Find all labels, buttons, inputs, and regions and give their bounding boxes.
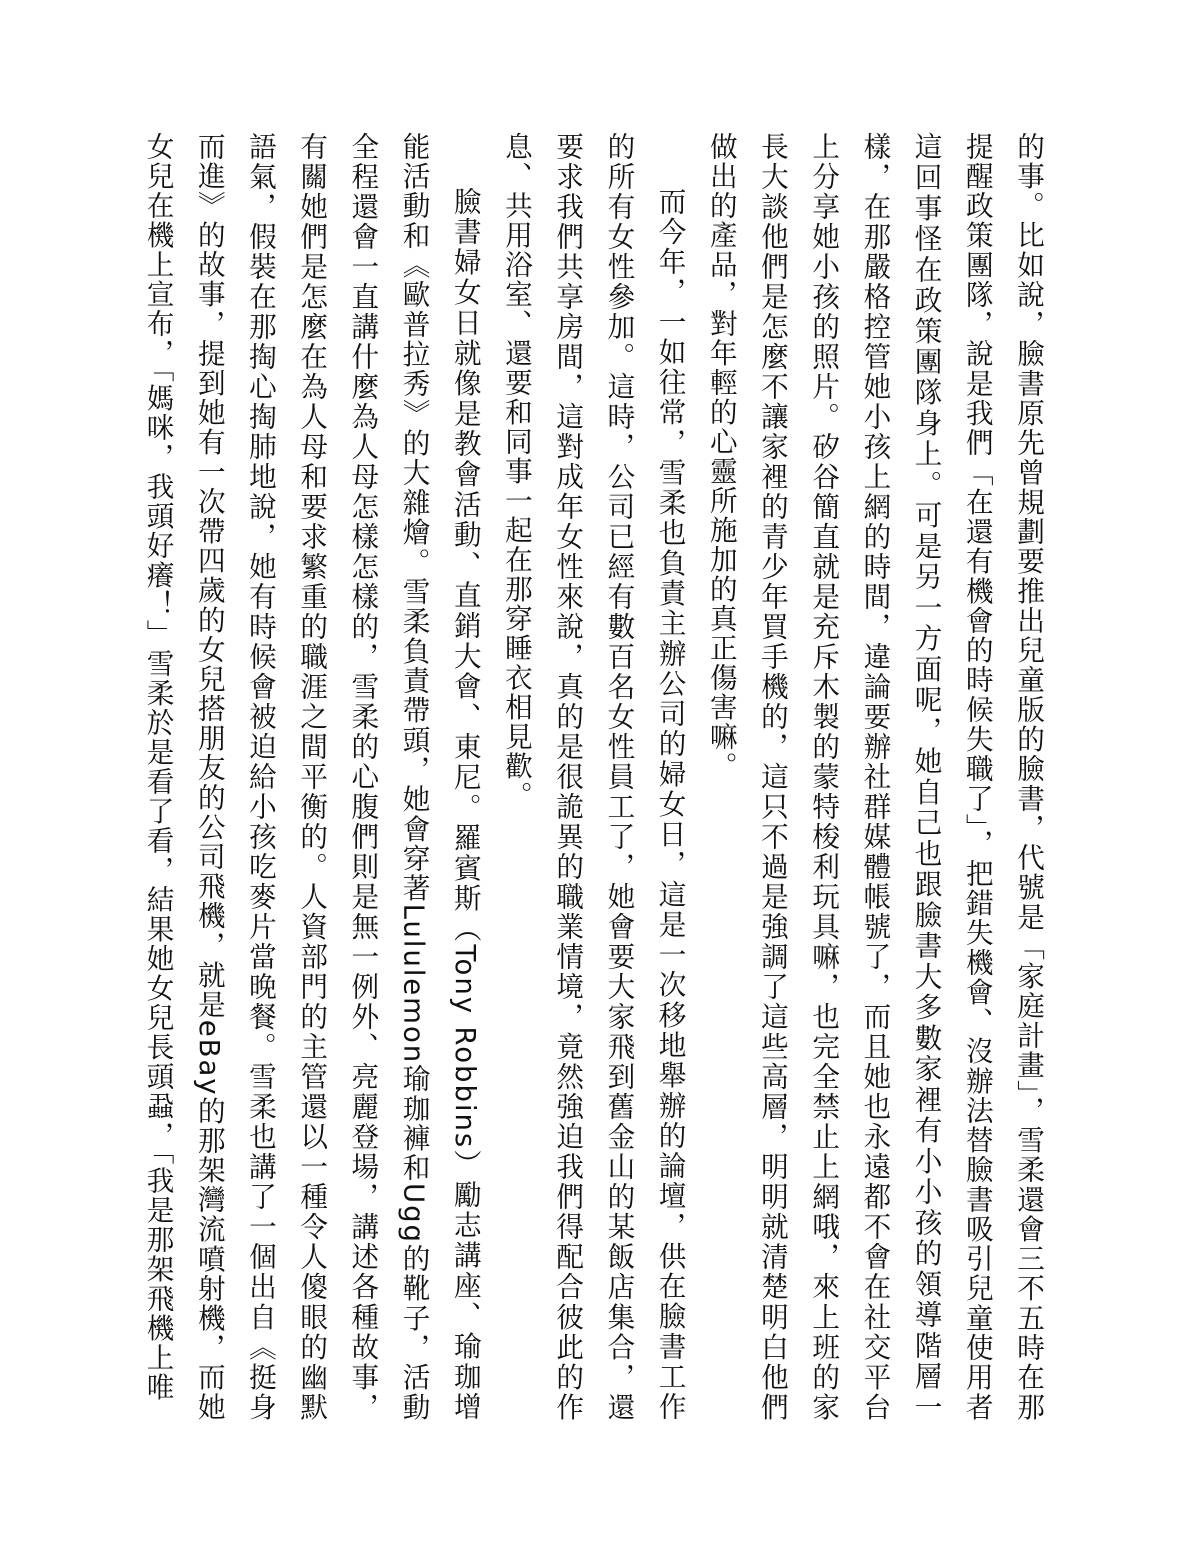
paragraph-3: 臉書婦女日就像是教會活動、直銷大會、東尼。羅賓斯（Tony Robbins）勵志講座、瑜珈增能活動和《歐普拉秀》的大雜燴。雪柔負責帶頭，她會穿著Lululemon瑜珈褲和Ugg的靴子，活動全程還會一直講什麼為人母怎樣怎樣的，雪柔的心腹們則是無一例外、亮麗登場，講述各種故事，有關她們是怎麼在為人母和要求繁重的職涯之間平衡的。人資部門的主管還以一種令人傻眼的幽默語氣，假裝在那掏心掏肺地說，她有時候會被迫給小孩吃麥片當晚餐。雪柔也講了一個出自《挺身而進》的故事，提到她有一次帶四歲的女兒搭朋友的公司飛機，就是eBay的那架灣流噴射機，而她女兒在機上宣布，「媽咪，我頭好癢！」雪柔於是看了看，結果她女兒長頭蝨，「我是那架飛機上唯 — [141, 132, 482, 1422]
vertical-text-body — [141, 132, 1054, 1422]
paragraph-2: 而今年，一如往常，雪柔也負責主辦公司的婦女日，這是一次移地舉辦的論壇，供在臉書工作的所有女性參加。這時，公司已經有數百名女性員工了，她會要大家飛到舊金山的某飯店集合，還要求我們共享房間，這對成年女性來說，真的是很詭異的職業情境，竟然強迫我們得配合彼此的作息、共用浴室、還要和同事一起在那穿睡衣相見歡。 — [499, 132, 687, 1422]
paragraph-1: 的事。比如說，臉書原先曾規劃要推出兒童版的臉書，代號是「家庭計畫」，雪柔還會三不五時在那提醒政策團隊，說是我們「在還有機會的時候失職了」，把錯失機會、沒辦法替臉書吸引兒童使用者這回事怪在政策團隊身上。可是另一方面呢，她自己也跟臉書大多數家裡有小小孩的領導階層一樣，在那嚴格控管她小孩上網的時間，違論要辦社群媒體帳號了，而且她也永遠都不會在社交平台上分享她小孩的照片。矽谷簡直就是充斥木製的蒙特梭利玩具嘛，也完全禁止上網哦，來上班的家長大談他們是怎麼不讓家裡的青少年買手機的，這只不過是強調了這些高層，明明就清楚明白他們做出的產品，對年輕的心靈所施加的真正傷害嘛。 — [704, 132, 1045, 1422]
